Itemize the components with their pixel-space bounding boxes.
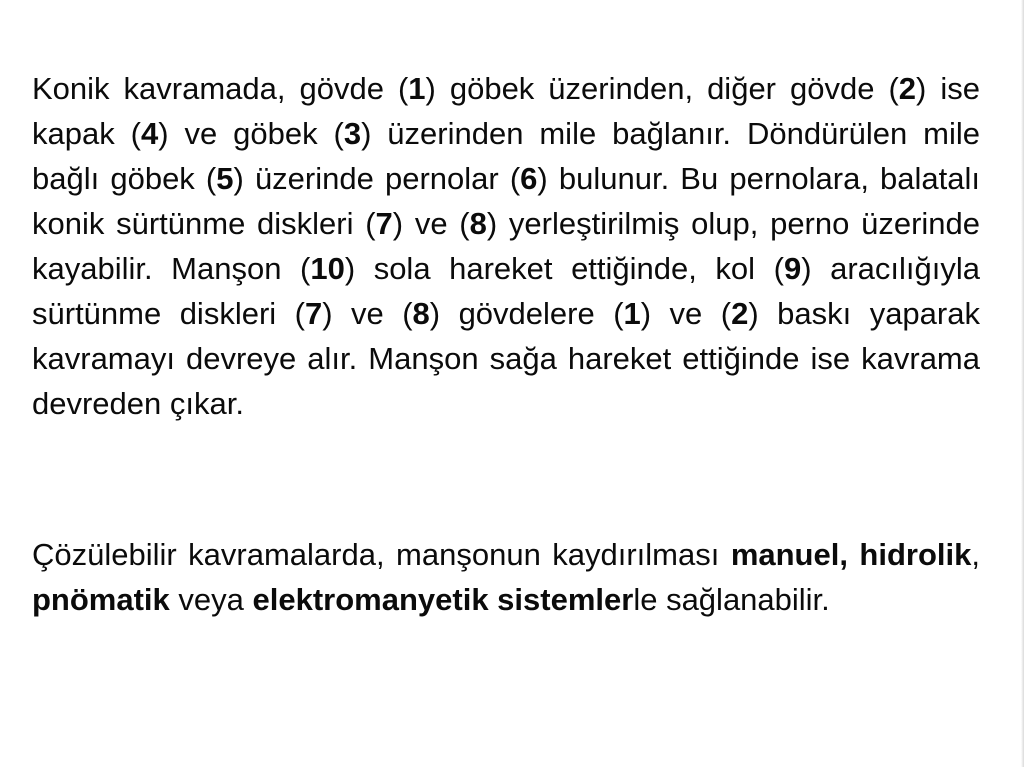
part-number: 7 <box>304 296 323 331</box>
part-number: 4 <box>140 116 159 151</box>
part-number: 8 <box>412 296 430 331</box>
paragraph-konik-kavrama <box>32 66 980 426</box>
segment: ) baskı yaparak kavramayı devreye alır. Manşon sağa hareket ettiğinde ise kavrama devreden çıkar. <box>32 296 980 421</box>
segment: , <box>971 537 980 572</box>
segment: ) gövdelere ( <box>429 296 624 331</box>
segment: veya <box>169 582 253 617</box>
part-number: 2 <box>898 71 917 106</box>
part-number: 7 <box>375 206 393 241</box>
part-number: 1 <box>623 296 641 331</box>
segment: ) aracılığıyla sürtünme diskleri ( <box>32 251 980 331</box>
segment: le sağlanabilir. <box>633 582 830 617</box>
segment: ) göbek üzerinden, diğer gövde ( <box>425 71 899 106</box>
bold-term: elektromanyetik sistemler <box>252 582 634 617</box>
segment: ) ve göbek ( <box>158 116 344 151</box>
segment: Çözülebilir kavramalarda, manşonun kaydırılması <box>32 537 731 572</box>
bold-term: manuel, hidrolik <box>730 537 972 572</box>
segment: ) bulunur. Bu pernolara, balatalı konik sürtünme diskleri ( <box>32 161 981 241</box>
part-number: 1 <box>408 71 426 106</box>
segment: ) ise kapak ( <box>32 71 980 151</box>
part-number: 9 <box>783 251 802 286</box>
part-number: 2 <box>731 296 749 331</box>
segment: Konik kavramada, gövde ( <box>32 71 409 106</box>
segment: ) üzerinde pernolar ( <box>233 161 521 196</box>
part-number: 3 <box>343 116 362 151</box>
paragraph-cozulebilir-kavrama <box>32 532 980 622</box>
part-number: 10 <box>310 251 345 286</box>
segment: ) ve ( <box>322 296 413 331</box>
part-number: 5 <box>216 161 234 196</box>
segment: ) ve ( <box>392 206 470 241</box>
part-number: 8 <box>469 206 487 241</box>
segment: ) üzerinden mile bağlanır. Döndürülen mile bağlı göbek ( <box>32 116 980 196</box>
segment: ) sola hareket ettiğinde, kol ( <box>344 251 784 286</box>
segment: ) yerleştirilmiş olup, perno üzerinde kayabilir. Manşon ( <box>32 206 980 286</box>
bold-term: pnömatik <box>32 582 170 617</box>
part-number: 6 <box>520 161 538 196</box>
segment: ) ve ( <box>640 296 732 331</box>
